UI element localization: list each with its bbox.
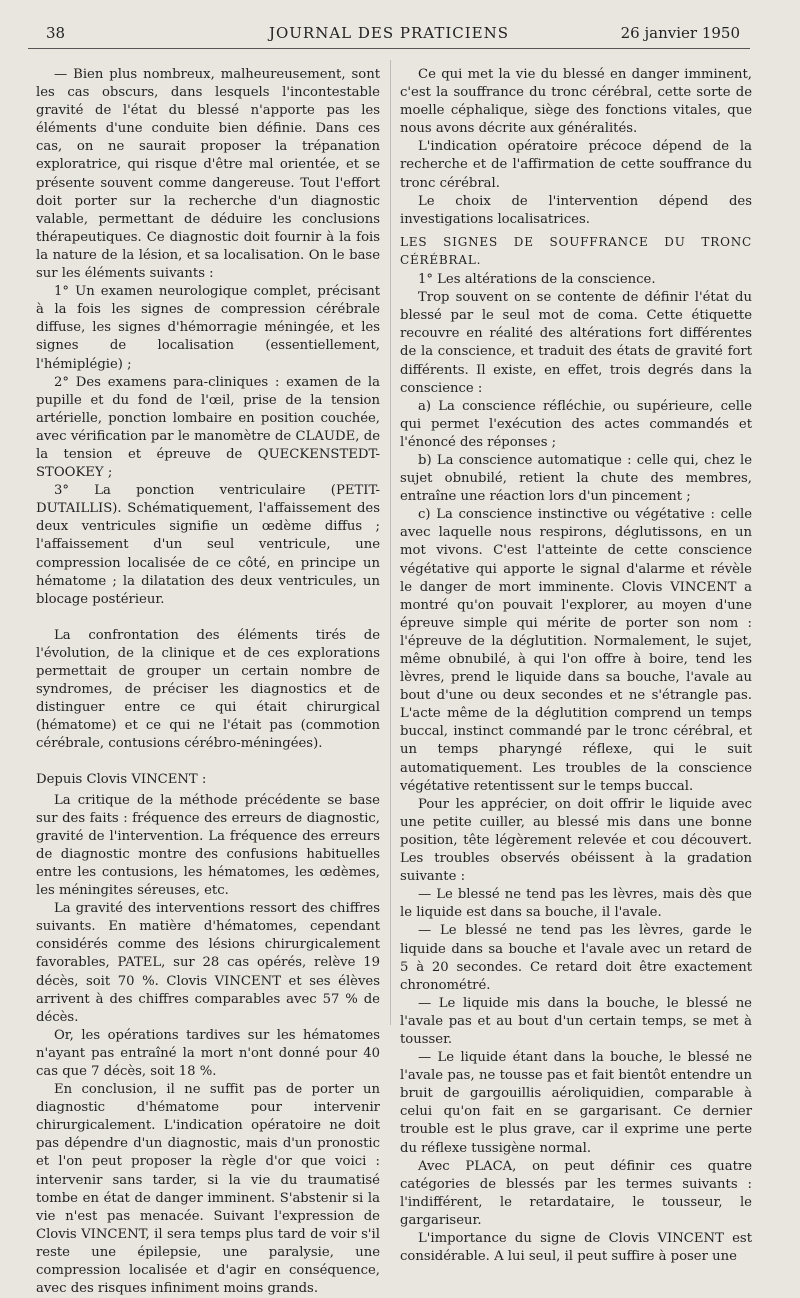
paragraph: b) La conscience automatique : celle qui, chez le sujet obnubilé, retient la chute des membres, entraîne une réaction lors d'un pincement ;: [400, 452, 752, 505]
page-header: [28, 22, 750, 49]
left-column: [36, 66, 380, 1298]
journal-title: JOURNAL DES PRATICIENS: [268, 24, 510, 42]
section-subtitle: Depuis Clovis VINCENT :: [36, 772, 207, 788]
subsection-title: 1° Les altérations de la conscience.: [418, 272, 656, 288]
paragraph: — Le liquide mis dans la bouche, le blessé ne l'avale pas et au bout d'un certain temps, se met à tousser.: [400, 995, 752, 1047]
paragraph: Pour les apprécier, on doit offrir le liquide avec une petite cuiller, au blessé mis dans une bonne position, tête légèrement relevée et cou découvert. Les troubles observés obéissent à la gradation suivante :: [400, 796, 752, 885]
page-number: 38: [46, 24, 66, 42]
paragraph: L'importance du signe de Clovis VINCENT est considérable. A lui seul, il peut suffire à poser une: [400, 1231, 752, 1265]
paragraph: Or, les opérations tardives sur les hématomes n'ayant pas entraîné la mort n'ont donné pour 40 cas que 7 décès, soit 18 %.: [36, 1027, 380, 1079]
paragraph: 2° Des examens para-cliniques : examen de la pupille et du fond de l'œil, prise de la tension artérielle, ponction lombaire en position couchée, avec vérification par le manomètre de CLAUDE, de la tension et épreuve de QUECKENSTEDT-STOOKEY ;: [36, 374, 380, 481]
paragraph: La critique de la méthode précédente se base sur des faits : fréquence des erreurs de diagnostic, gravité de l'intervention. La fréquence des erreurs de diagnostic montre des confusions habituelles entre les contusions, les hématomes, les œdèmes, les méningites séreuses, etc.: [36, 792, 380, 899]
column-divider: [390, 60, 391, 1025]
paragraph: — Bien plus nombreux, malheureusement, sont les cas obscurs, dans lesquels l'incontestable gravité de l'état du blessé n'apporte pas les éléments d'une conduite bien définie. Dans ces cas, on ne saurait proposer la trépanation exploratrice, qui risque d'être mal orientée, et se présente souvent comme dangereuse. Tout l'effort doit porter sur la recherche d'un diagnostic valable, permettant de déduire les conclusions thérapeutiques. Ce diagnostic doit fournir à la fois la nature de la lésion, et sa localisation. On le base sur les éléments suivants :: [36, 67, 380, 282]
paragraph: — Le blessé ne tend pas les lèvres, garde le liquide dans sa bouche et l'avale avec un retard de 5 à 20 secondes. Ce retard doit être exactement chronométré.: [400, 923, 752, 993]
paragraph: Le choix de l'intervention dépend des investigations localisatrices.: [400, 193, 752, 227]
issue-date: 26 janvier 1950: [620, 24, 740, 42]
paragraph: Ce qui met la vie du blessé en danger imminent, c'est la souffrance du tronc cérébral, cette sorte de moelle céphalique, siège des fonctions vitales, que nous avons décrite aux généralités.: [400, 67, 752, 137]
paragraph: 3° La ponction ventriculaire (PETIT-DUTAILLIS). Schématiquement, l'affaissement des deux ventricules signifie un œdème diffus ; l'affaissement d'un seul ventricule, une compression localisée de ce côté, en principe un hématome ; la dilatation des deux ventricules, un blocage postérieur.: [36, 483, 380, 607]
right-column: [400, 66, 752, 1266]
paragraph: — Le blessé ne tend pas les lèvres, mais dès que le liquide est dans sa bouche, il l'avale.: [400, 887, 752, 921]
paragraph: a) La conscience réfléchie, ou supérieure, celle qui permet l'exécution des actes commandés et l'énoncé des réponses ;: [400, 398, 752, 450]
section-heading: LES SIGNES DE SOUFFRANCE DU TRONC CÉRÉBRAL.: [400, 234, 752, 267]
paragraph: 1° Un examen neurologique complet, précisant à la fois les signes de compression cérébrale diffuse, les signes d'hémorragie méningée, et les signes de localisation (essentiellement, l'hémiplégie) ;: [36, 284, 380, 372]
paragraph: L'indication opératoire précoce dépend de la recherche et de l'affirmation de cette souffrance du tronc cérébral.: [400, 139, 752, 191]
paragraph: — Le liquide étant dans la bouche, le blessé ne l'avale pas, ne tousse pas et fait bientôt entendre un bruit de gargouillis aéroliquidien, comparable à celui qu'on fait en se gargarisant. Ce dernier trouble est le plus grave, car il exprime une perte du réflexe tussigène normal.: [400, 1050, 752, 1156]
paragraph: En conclusion, il ne suffit pas de porter un diagnostic d'hématome pour intervenir chirurgicalement. L'indication opératoire ne doit pas dépendre d'un diagnostic, mais d'un pronostic et l'on peut proposer la règle d'or que voici : intervenir sans tarder, si la vie du traumatisé tombe en état de danger imminent. S'abstenir si la vie n'est pas menacée. Suivant l'expression de Clovis VINCENT, il sera temps plus tard de voir s'il reste une épilepsie, une paralysie, une compression localisée et d'agir en conséquence, avec des risques infiniment moins grands.: [36, 1082, 380, 1297]
paragraph: La gravité des interventions ressort des chiffres suivants. En matière d'hématomes, cependant considérés comme des lésions chirurgicalement favorables, PATEL, sur 28 cas opérés, relève 19 décès, soit 70 %. Clovis VINCENT et ses élèves arrivent à des chiffres comparables avec 57 % de décès.: [36, 901, 380, 1025]
paragraph: c) La conscience instinctive ou végétative : celle avec laquelle nous respirons, déglutissons, en un mot vivons. C'est l'atteinte de cette conscience végétative qui apporte le signal d'alarme et révèle le danger de mort imminente. Clovis VINCENT a montré qu'on pouvait l'explorer, au moyen d'une épreuve simple qui mérite de porter son nom : l'épreuve de la déglutition. Normalement, le sujet, même obnubilé, à qui l'on offre à boire, tend les lèvres, prend le liquide dans sa bouche, l'avale au bout d'une ou deux secondes et ne s'étrangle pas. L'acte même de la déglutition comprend un temps buccal, instinct commandé par le tronc cérébral, et un temps pharyngé réflexe, qui le suit automatiquement. Les troubles de la conscience végétative retentissent sur le temps buccal.: [400, 507, 752, 794]
paragraph: Trop souvent on se contente de définir l'état du blessé par le seul mot de coma. Cette étiquette recouvre en réalité des altérations fort différentes de la conscience, et traduit des états de gravité fort différents. Il existe, en effet, trois degrés dans la conscience :: [400, 290, 752, 396]
paragraph: Avec PLACA, on peut définir ces quatre catégories de blessés par les termes suivants : l'indifférent, le retardataire, le tousseur, le gargariseur.: [400, 1158, 752, 1228]
paragraph: La confrontation des éléments tirés de l'évolution, de la clinique et de ces explorations permettait de grouper un certain nombre de syndromes, de préciser les diagnostics et de distinguer entre ce qui était chirurgical (hématome) et ce qui ne l'était pas (commotion cérébrale, contusions cérébro-méningées).: [36, 627, 380, 752]
